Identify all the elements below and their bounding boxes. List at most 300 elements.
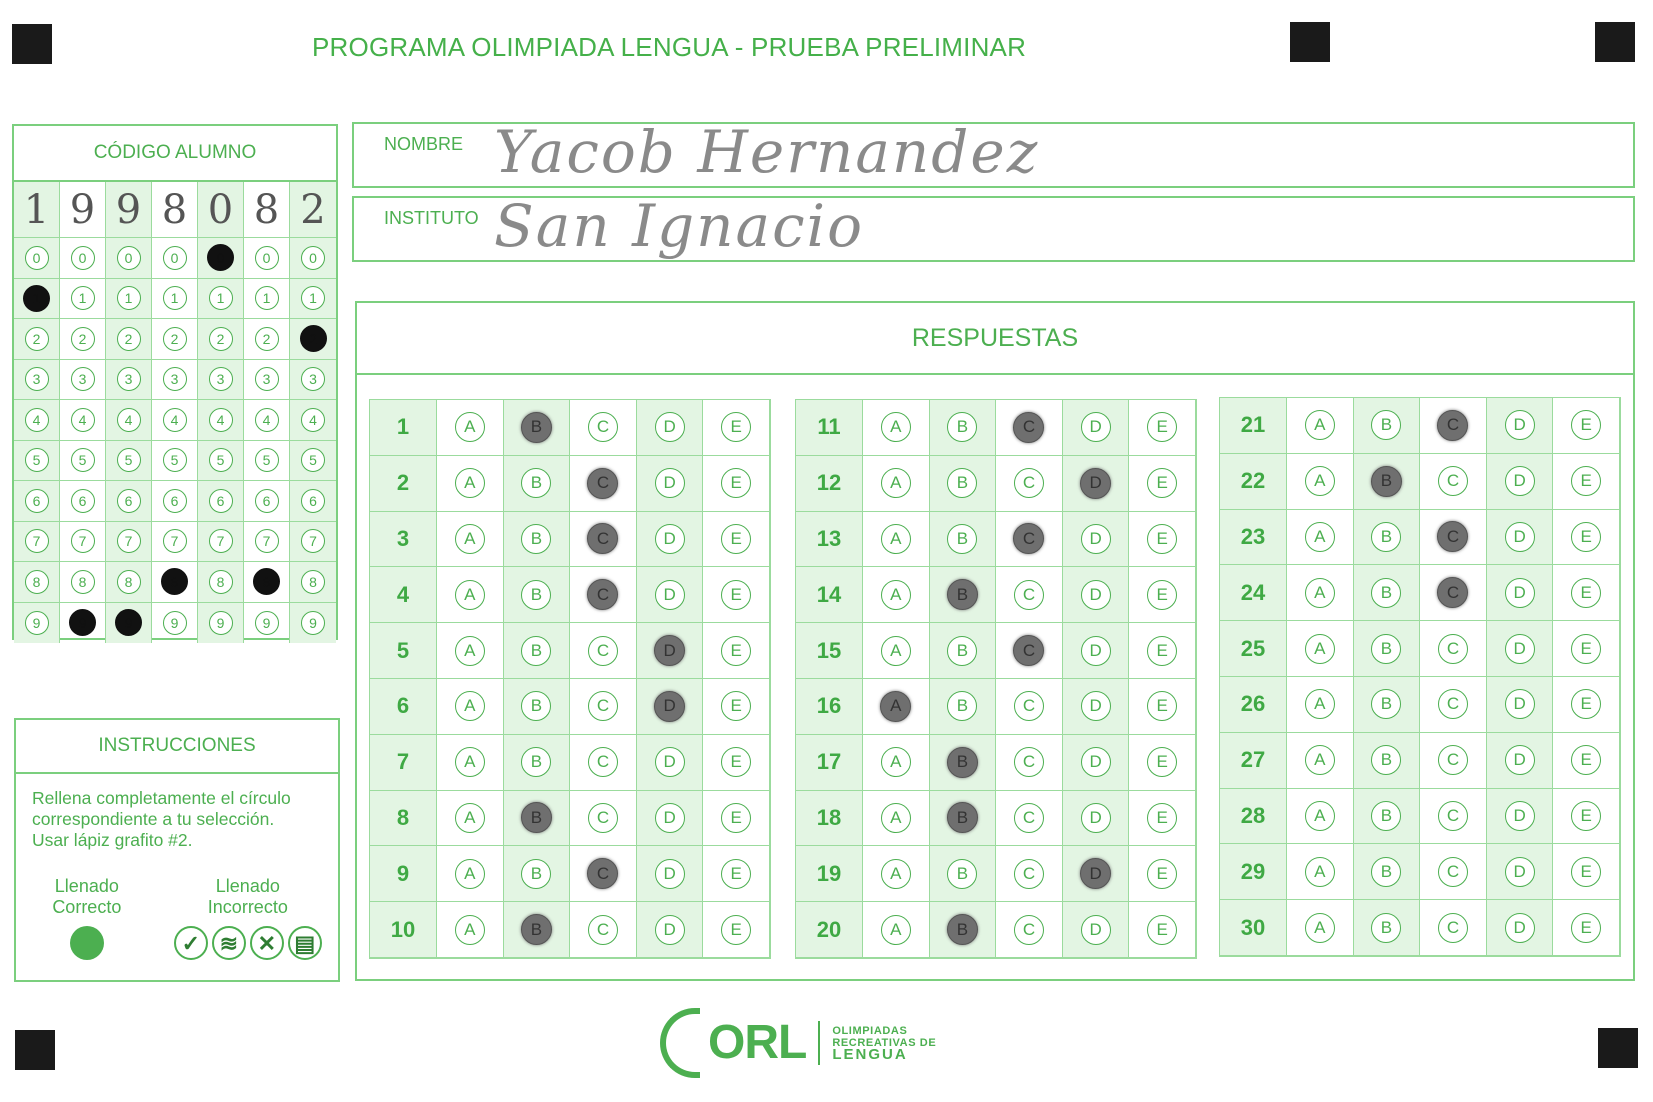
code-bubble[interactable]: 4 xyxy=(301,408,325,432)
code-cell xyxy=(290,562,336,603)
answer-bubble[interactable]: D xyxy=(1505,522,1535,552)
answer-cell xyxy=(1487,398,1554,454)
code-bubble-filled[interactable]: 8 xyxy=(161,568,188,595)
answer-bubble[interactable]: D xyxy=(1505,913,1535,943)
answer-bubble[interactable]: E xyxy=(1147,468,1177,498)
answer-bubble[interactable]: B xyxy=(521,524,551,554)
answer-bubble[interactable]: D xyxy=(1081,747,1111,777)
answer-bubble[interactable]: E xyxy=(1571,634,1601,664)
answer-bubble[interactable]: A xyxy=(1305,634,1335,664)
answer-bubble[interactable]: A xyxy=(881,803,911,833)
answer-bubble[interactable]: A xyxy=(455,412,485,442)
answer-bubble[interactable]: A xyxy=(455,803,485,833)
answer-bubble[interactable]: C xyxy=(1438,801,1468,831)
answer-bubble-marked[interactable]: B xyxy=(947,579,978,610)
question-number: 19 xyxy=(796,846,863,902)
code-bubble[interactable]: 9 xyxy=(255,611,279,635)
code-bubble[interactable]: 9 xyxy=(163,611,187,635)
answer-bubble-marked[interactable]: D xyxy=(654,691,685,722)
answer-cell xyxy=(570,456,637,512)
answer-cell xyxy=(703,567,770,623)
answer-cell xyxy=(1354,565,1421,621)
answer-bubble[interactable]: E xyxy=(1147,524,1177,554)
answer-bubble[interactable]: B xyxy=(521,691,551,721)
answer-bubble[interactable]: A xyxy=(455,468,485,498)
answer-cell xyxy=(1287,789,1354,845)
code-bubble-filled[interactable]: 2 xyxy=(300,325,327,352)
code-bubble[interactable]: 8 xyxy=(209,570,233,594)
code-bubble[interactable]: 2 xyxy=(25,327,49,351)
answer-cell xyxy=(1553,621,1620,677)
code-cell xyxy=(244,400,289,441)
answer-bubble[interactable]: E xyxy=(721,524,751,554)
code-bubble[interactable]: 3 xyxy=(255,367,279,391)
answer-bubble[interactable]: C xyxy=(1438,689,1468,719)
code-bubble-filled[interactable]: 9 xyxy=(115,609,142,636)
code-bubble[interactable]: 7 xyxy=(71,529,95,553)
question-number: 13 xyxy=(796,512,863,568)
answer-bubble[interactable]: A xyxy=(1305,689,1335,719)
answer-bubble[interactable]: C xyxy=(1438,913,1468,943)
answer-bubble[interactable]: A xyxy=(881,747,911,777)
code-cell xyxy=(152,319,197,360)
code-bubble[interactable]: 0 xyxy=(25,246,49,270)
answer-bubble[interactable]: E xyxy=(1147,915,1177,945)
answer-bubble-marked[interactable]: B xyxy=(947,914,978,945)
answer-bubble[interactable]: D xyxy=(1081,580,1111,610)
logo-line: OLIMPIADAS xyxy=(832,1024,908,1037)
answer-bubble[interactable]: C xyxy=(1014,915,1044,945)
code-bubble[interactable]: 6 xyxy=(117,489,141,513)
answer-bubble[interactable]: B xyxy=(1371,913,1401,943)
code-bubble[interactable]: 2 xyxy=(163,327,187,351)
code-cell xyxy=(290,238,336,279)
answer-bubble[interactable]: C xyxy=(1014,747,1044,777)
code-bubble[interactable]: 0 xyxy=(255,246,279,270)
answer-bubble[interactable]: B xyxy=(1371,410,1401,440)
answer-bubble[interactable]: B xyxy=(1371,801,1401,831)
code-bubble[interactable]: 1 xyxy=(301,286,325,310)
answer-bubble-marked[interactable]: C xyxy=(587,468,618,499)
question-number: 8 xyxy=(370,791,437,847)
code-bubble[interactable]: 8 xyxy=(25,570,49,594)
answer-bubble[interactable]: A xyxy=(455,859,485,889)
code-bubble[interactable]: 4 xyxy=(117,408,141,432)
answer-cell xyxy=(703,846,770,902)
code-bubble[interactable]: 1 xyxy=(209,286,233,310)
code-bubble[interactable]: 8 xyxy=(71,570,95,594)
answer-bubble-marked[interactable]: B xyxy=(947,747,978,778)
answer-bubble[interactable]: D xyxy=(1081,412,1111,442)
answer-cell xyxy=(863,846,930,902)
answer-bubble[interactable]: E xyxy=(1147,859,1177,889)
answer-cell xyxy=(703,735,770,791)
answer-bubble-marked[interactable]: B xyxy=(947,802,978,833)
answer-bubble[interactable]: A xyxy=(1305,578,1335,608)
answer-bubble[interactable]: D xyxy=(1081,691,1111,721)
answer-cell xyxy=(1287,621,1354,677)
code-cell xyxy=(106,522,151,563)
code-bubble[interactable]: 6 xyxy=(25,489,49,513)
answer-bubble[interactable]: E xyxy=(1571,857,1601,887)
answer-bubble-marked[interactable]: C xyxy=(1013,523,1044,554)
answer-cell xyxy=(930,512,997,568)
answer-cell xyxy=(504,400,571,456)
answer-bubble[interactable]: D xyxy=(1505,689,1535,719)
answer-bubble[interactable]: C xyxy=(588,412,618,442)
answer-bubble[interactable]: E xyxy=(721,859,751,889)
answer-bubble[interactable]: E xyxy=(1571,466,1601,496)
code-bubble[interactable]: 7 xyxy=(209,529,233,553)
answer-bubble[interactable]: E xyxy=(1147,691,1177,721)
answer-bubble-marked[interactable]: B xyxy=(521,412,552,443)
answer-bubble-marked[interactable]: C xyxy=(587,858,618,889)
code-handwritten-digit: 8 xyxy=(244,182,289,238)
code-bubble[interactable]: 1 xyxy=(255,286,279,310)
answer-bubble[interactable]: D xyxy=(1505,801,1535,831)
answer-bubble[interactable]: B xyxy=(1371,522,1401,552)
answer-bubble[interactable]: E xyxy=(1147,747,1177,777)
instructions-text xyxy=(16,774,338,851)
answer-bubble-marked[interactable]: C xyxy=(1013,635,1044,666)
code-bubble[interactable]: 8 xyxy=(301,570,325,594)
answer-bubble[interactable]: E xyxy=(721,580,751,610)
answer-bubble[interactable]: D xyxy=(1081,803,1111,833)
answer-bubble[interactable]: E xyxy=(1147,580,1177,610)
answer-bubble[interactable]: D xyxy=(1505,410,1535,440)
answer-bubble[interactable]: A xyxy=(455,747,485,777)
code-bubble[interactable]: 5 xyxy=(117,448,141,472)
answer-bubble[interactable]: C xyxy=(1014,580,1044,610)
code-bubble[interactable]: 5 xyxy=(209,448,233,472)
code-bubble[interactable]: 5 xyxy=(71,448,95,472)
code-bubble[interactable]: 5 xyxy=(163,448,187,472)
answer-bubble[interactable]: E xyxy=(721,468,751,498)
code-bubble[interactable]: 5 xyxy=(25,448,49,472)
institute-field[interactable] xyxy=(352,192,1635,262)
code-bubble[interactable]: 9 xyxy=(25,611,49,635)
answer-bubble[interactable]: C xyxy=(1014,691,1044,721)
answer-cell xyxy=(996,623,1063,679)
answer-bubble-marked[interactable]: C xyxy=(1437,410,1468,441)
answer-bubble-marked[interactable]: B xyxy=(521,802,552,833)
code-cell xyxy=(244,522,289,563)
answer-bubble[interactable]: A xyxy=(1305,410,1335,440)
answer-bubble-marked[interactable]: C xyxy=(1437,521,1468,552)
code-cell xyxy=(60,603,105,644)
answer-bubble[interactable]: E xyxy=(721,747,751,777)
answer-bubble[interactable]: A xyxy=(881,915,911,945)
answer-bubble[interactable]: D xyxy=(655,412,685,442)
code-bubble[interactable]: 3 xyxy=(25,367,49,391)
answer-bubble[interactable]: E xyxy=(1571,913,1601,943)
answer-bubble[interactable]: A xyxy=(881,412,911,442)
code-cell xyxy=(198,522,243,563)
answer-bubble-marked[interactable]: D xyxy=(654,635,685,666)
answer-bubble[interactable]: C xyxy=(1438,634,1468,664)
answer-bubble[interactable]: B xyxy=(947,859,977,889)
answer-bubble[interactable]: E xyxy=(1571,689,1601,719)
code-bubble[interactable]: 5 xyxy=(255,448,279,472)
answer-bubble[interactable]: B xyxy=(1371,634,1401,664)
answer-block-21-30 xyxy=(1219,397,1621,957)
code-bubble[interactable]: 3 xyxy=(71,367,95,391)
code-bubble[interactable]: 4 xyxy=(255,408,279,432)
code-bubble[interactable]: 8 xyxy=(117,570,141,594)
answer-bubble[interactable]: B xyxy=(947,691,977,721)
question-number: 29 xyxy=(1220,844,1287,900)
answer-bubble[interactable]: D xyxy=(1081,915,1111,945)
scribble-icon: ≋ xyxy=(212,926,246,960)
answer-bubble[interactable]: B xyxy=(1371,745,1401,775)
question-number: 22 xyxy=(1220,454,1287,510)
answer-cell xyxy=(1487,621,1554,677)
answer-cell xyxy=(1487,510,1554,566)
code-bubble[interactable]: 3 xyxy=(301,367,325,391)
code-bubble[interactable]: 6 xyxy=(255,489,279,513)
answer-bubble[interactable]: A xyxy=(1305,913,1335,943)
answer-cell xyxy=(1287,677,1354,733)
code-bubble[interactable]: 4 xyxy=(71,408,95,432)
answer-bubble[interactable]: B xyxy=(947,468,977,498)
answer-bubble-marked[interactable]: D xyxy=(1080,858,1111,889)
answer-bubble[interactable]: E xyxy=(721,803,751,833)
answer-cell xyxy=(570,679,637,735)
answer-bubble[interactable]: A xyxy=(1305,857,1335,887)
answer-cell xyxy=(570,735,637,791)
answer-bubble[interactable]: A xyxy=(455,636,485,666)
answer-bubble[interactable]: A xyxy=(455,524,485,554)
answer-bubble[interactable]: B xyxy=(521,580,551,610)
answer-cell xyxy=(637,679,704,735)
answer-cell xyxy=(637,735,704,791)
answer-cell xyxy=(437,567,504,623)
answer-bubble[interactable]: A xyxy=(881,524,911,554)
question-number: 14 xyxy=(796,567,863,623)
answer-bubble-marked[interactable]: D xyxy=(1080,468,1111,499)
answer-bubble[interactable]: D xyxy=(1505,634,1535,664)
answer-cell xyxy=(1129,623,1196,679)
answer-cell xyxy=(703,902,770,958)
answer-cell xyxy=(504,791,571,847)
code-bubble-filled[interactable]: 1 xyxy=(23,285,50,312)
code-bubble[interactable]: 9 xyxy=(301,611,325,635)
code-cell xyxy=(198,319,243,360)
code-bubble[interactable]: 1 xyxy=(71,286,95,310)
code-bubble[interactable]: 2 xyxy=(117,327,141,351)
code-column xyxy=(14,182,60,643)
answer-bubble[interactable]: A xyxy=(881,636,911,666)
answer-bubble-marked[interactable]: B xyxy=(521,914,552,945)
answer-bubble[interactable]: A xyxy=(455,580,485,610)
answer-bubble[interactable]: D xyxy=(655,915,685,945)
answer-bubble[interactable]: A xyxy=(1305,801,1335,831)
answer-cell xyxy=(1487,789,1554,845)
answer-bubble[interactable]: D xyxy=(655,468,685,498)
answer-cell xyxy=(1487,900,1554,956)
answer-bubble[interactable]: B xyxy=(947,412,977,442)
instructions-line: Rellena completamente el círculo xyxy=(32,788,291,808)
answer-bubble[interactable]: D xyxy=(1505,466,1535,496)
code-bubble[interactable]: 2 xyxy=(71,327,95,351)
answer-bubble[interactable]: E xyxy=(1571,801,1601,831)
code-bubble[interactable]: 2 xyxy=(255,327,279,351)
code-bubble-filled[interactable]: 8 xyxy=(253,568,280,595)
code-bubble[interactable]: 0 xyxy=(117,246,141,270)
legend-correct-label: Correcto xyxy=(52,897,122,917)
answer-cell xyxy=(437,846,504,902)
code-bubble[interactable]: 6 xyxy=(209,489,233,513)
answer-bubble[interactable]: E xyxy=(721,915,751,945)
code-bubble[interactable]: 6 xyxy=(71,489,95,513)
answer-bubble[interactable]: B xyxy=(1371,689,1401,719)
answer-cell xyxy=(504,846,571,902)
answer-bubble[interactable]: D xyxy=(655,747,685,777)
answer-bubble[interactable]: D xyxy=(655,803,685,833)
code-bubble[interactable]: 1 xyxy=(117,286,141,310)
code-bubble[interactable]: 9 xyxy=(209,611,233,635)
answer-bubble[interactable]: D xyxy=(1505,578,1535,608)
code-bubble[interactable]: 7 xyxy=(163,529,187,553)
answer-bubble[interactable]: E xyxy=(1571,745,1601,775)
answer-cell xyxy=(863,512,930,568)
code-cell xyxy=(198,562,243,603)
question-number: 2 xyxy=(370,456,437,512)
code-bubble[interactable]: 4 xyxy=(163,408,187,432)
filled-circle-icon xyxy=(70,926,104,960)
code-bubble[interactable]: 4 xyxy=(209,408,233,432)
answer-cell xyxy=(1287,565,1354,621)
answer-bubble[interactable]: A xyxy=(1305,745,1335,775)
answer-bubble[interactable]: C xyxy=(1014,468,1044,498)
answer-bubble[interactable]: B xyxy=(521,468,551,498)
answer-bubble[interactable]: D xyxy=(1505,745,1535,775)
answer-cell xyxy=(996,567,1063,623)
answer-bubble[interactable]: C xyxy=(1014,859,1044,889)
code-bubble[interactable]: 4 xyxy=(25,408,49,432)
answer-bubble[interactable]: C xyxy=(588,636,618,666)
answer-bubble[interactable]: C xyxy=(1014,803,1044,833)
answer-bubble-marked[interactable]: B xyxy=(1371,466,1402,497)
answer-bubble[interactable]: C xyxy=(588,691,618,721)
answer-bubble[interactable]: B xyxy=(947,636,977,666)
answer-cell xyxy=(1420,900,1487,956)
answer-bubble[interactable]: A xyxy=(1305,466,1335,496)
code-bubble[interactable]: 7 xyxy=(25,529,49,553)
code-bubble[interactable]: 7 xyxy=(255,529,279,553)
question-number: 12 xyxy=(796,456,863,512)
answer-bubble[interactable]: D xyxy=(655,524,685,554)
code-bubble[interactable]: 0 xyxy=(301,246,325,270)
answer-bubble[interactable]: A xyxy=(1305,522,1335,552)
answer-bubble[interactable]: A xyxy=(881,468,911,498)
answer-bubble-marked[interactable]: C xyxy=(587,523,618,554)
answer-bubble[interactable]: E xyxy=(1147,412,1177,442)
code-bubble-filled[interactable]: 9 xyxy=(69,609,96,636)
answer-bubble[interactable]: D xyxy=(655,580,685,610)
answer-bubble[interactable]: A xyxy=(455,691,485,721)
code-bubble[interactable]: 0 xyxy=(163,246,187,270)
legend-correct xyxy=(16,876,158,960)
answer-cell xyxy=(863,623,930,679)
code-bubble[interactable]: 7 xyxy=(301,529,325,553)
question-number: 1 xyxy=(370,400,437,456)
answer-bubble-marked[interactable]: C xyxy=(587,579,618,610)
answer-bubble[interactable]: C xyxy=(588,915,618,945)
question-number: 9 xyxy=(370,846,437,902)
code-bubble[interactable]: 6 xyxy=(163,489,187,513)
answer-bubble[interactable]: E xyxy=(1571,410,1601,440)
question-number: 30 xyxy=(1220,900,1287,956)
instructions-line: Usar lápiz grafito #2. xyxy=(32,830,193,850)
answer-bubble[interactable]: B xyxy=(1371,578,1401,608)
answer-bubble[interactable]: E xyxy=(1147,636,1177,666)
answer-bubble[interactable]: D xyxy=(1081,636,1111,666)
code-cell xyxy=(244,279,289,320)
code-cell xyxy=(106,441,151,482)
code-bubble[interactable]: 0 xyxy=(71,246,95,270)
answer-bubble[interactable]: A xyxy=(455,915,485,945)
answer-bubble-marked[interactable]: C xyxy=(1437,577,1468,608)
answer-bubble-marked[interactable]: A xyxy=(880,691,911,722)
code-bubble[interactable]: 3 xyxy=(117,367,141,391)
answer-bubble[interactable]: A xyxy=(881,580,911,610)
answer-bubble[interactable]: C xyxy=(1438,857,1468,887)
answer-bubble[interactable]: C xyxy=(1438,745,1468,775)
answer-bubble[interactable]: E xyxy=(1147,803,1177,833)
code-bubble[interactable]: 2 xyxy=(209,327,233,351)
answer-bubble[interactable]: B xyxy=(521,636,551,666)
answer-bubble[interactable]: D xyxy=(655,859,685,889)
answer-bubble[interactable]: B xyxy=(521,859,551,889)
answer-cell xyxy=(863,456,930,512)
answer-bubble[interactable]: C xyxy=(588,803,618,833)
code-cell xyxy=(14,319,59,360)
code-cell xyxy=(290,481,336,522)
code-cell xyxy=(152,279,197,320)
answer-bubble[interactable]: E xyxy=(1571,522,1601,552)
code-bubble[interactable]: 6 xyxy=(301,489,325,513)
code-bubble[interactable]: 3 xyxy=(163,367,187,391)
answer-cell xyxy=(1553,677,1620,733)
code-cell xyxy=(198,279,243,320)
answer-bubble[interactable]: B xyxy=(521,747,551,777)
code-bubble[interactable]: 7 xyxy=(117,529,141,553)
answer-cell xyxy=(1354,844,1421,900)
code-bubble[interactable]: 1 xyxy=(163,286,187,310)
answer-bubble[interactable]: E xyxy=(721,636,751,666)
answer-bubble[interactable]: E xyxy=(721,691,751,721)
answer-bubble[interactable]: B xyxy=(947,524,977,554)
answer-bubble[interactable]: E xyxy=(721,412,751,442)
answer-bubble[interactable]: C xyxy=(1438,466,1468,496)
answer-bubble[interactable]: D xyxy=(1505,857,1535,887)
code-bubble[interactable]: 5 xyxy=(301,448,325,472)
answer-cell xyxy=(1129,846,1196,902)
answer-bubble[interactable]: C xyxy=(588,747,618,777)
answer-cell xyxy=(504,735,571,791)
name-field[interactable] xyxy=(352,118,1635,188)
answer-bubble-marked[interactable]: C xyxy=(1013,412,1044,443)
answer-cell xyxy=(1553,454,1620,510)
answer-bubble[interactable]: E xyxy=(1571,578,1601,608)
code-bubble-filled[interactable]: 0 xyxy=(207,244,234,271)
answer-bubble[interactable]: D xyxy=(1081,524,1111,554)
answer-bubble[interactable]: A xyxy=(881,859,911,889)
answer-cell xyxy=(1354,510,1421,566)
answer-bubble[interactable]: B xyxy=(1371,857,1401,887)
code-bubble[interactable]: 3 xyxy=(209,367,233,391)
